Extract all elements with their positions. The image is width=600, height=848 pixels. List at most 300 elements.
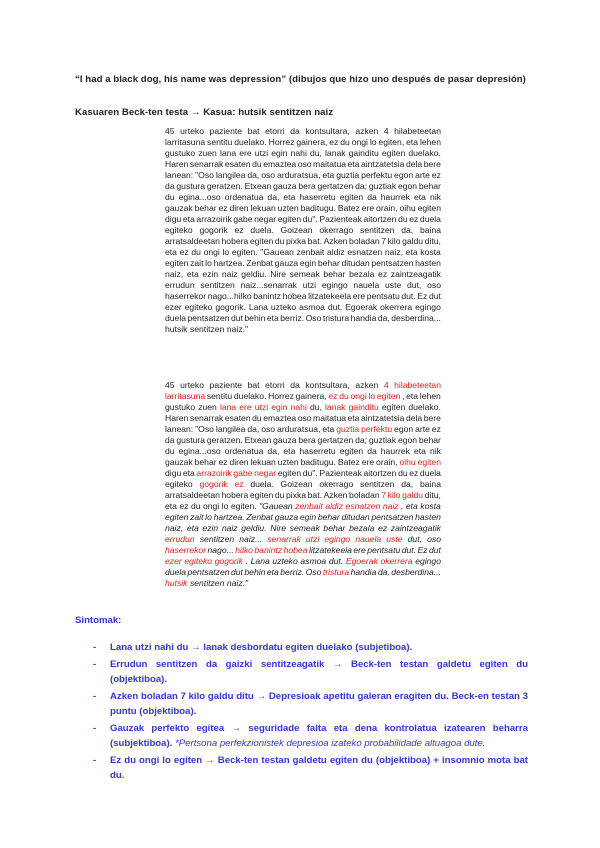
word: semeak [289,523,320,533]
highlighted-word: egingo [324,534,351,544]
symptom-item [93,657,528,687]
text-line [165,192,441,203]
word: egingo [415,302,441,312]
word: ez [378,523,388,533]
word: tristura [322,313,350,323]
text-line [165,567,441,578]
word: du [191,247,201,257]
word: pentsatzen [371,512,414,522]
text-line [165,247,441,258]
word: du". [302,468,318,478]
word: lekuan [250,203,276,213]
word: geldiu. [241,523,267,533]
text-line [165,501,441,512]
word: zait [190,258,204,268]
word: ez [431,170,441,180]
text-line [165,302,441,313]
list-dash: - [93,659,97,670]
word: behin [244,313,266,323]
text-line [165,424,441,435]
text-line [165,446,441,457]
word: duelako. [233,391,267,401]
text-line [165,148,441,159]
word: pentsatzen [187,567,230,577]
symptom-item [93,721,528,751]
highlighted-word: egiten [376,391,401,401]
word: kosta [420,501,441,511]
word: uzteko [272,556,298,566]
symptom-note: *Pertsona perfekzionistek depresioa izateko probabilidade altuagoa dute. [175,738,486,749]
word: dut [230,567,243,577]
highlighted-word: galdu [402,490,424,500]
word: Egoerak [345,302,378,312]
word: egiten [417,203,441,213]
word: urteko [180,126,204,136]
word: aitortzen [363,214,397,224]
word: haserretu [299,446,336,456]
word: egingo [321,280,348,290]
highlighted-word: hilko [235,545,253,555]
word: "Oso [195,424,214,434]
highlighted-word: uste [386,534,403,544]
word: digu [165,214,182,224]
word: du [190,501,201,511]
highlighted-word: ongi [350,391,367,401]
word: ditudan [341,512,370,522]
highlighted-word: larritasuna [165,391,206,401]
highlighted-word: egin [271,402,288,412]
word: da [290,126,300,136]
word: du [274,490,285,500]
highlighted-word: zenbait [295,501,323,511]
word: sentitu [206,391,233,401]
word: , [402,391,405,401]
word: okerrera [380,302,413,312]
highlighted-word: naiz [382,501,399,511]
word: haserrekor [165,291,207,301]
text-line [165,159,441,170]
word: egin [271,148,288,158]
word: desberdina... [391,567,441,577]
word: Nire [270,523,287,533]
word: kilo [387,236,401,246]
word: berriz. [280,567,305,577]
word: 45 [165,126,175,136]
word: guztiak [368,435,397,445]
symptom-text: Gauzak perfekto egitea → seguridade falta eta dena kontrolatua izatearen beharra (subjektiboa). *Pertsona perfekzionistek depresioa izateko probabilidade altuagoa dute. [110,723,528,749]
word: ditu, [424,236,441,246]
word: gustuko [165,148,196,158]
word: pentsatzen [371,258,414,268]
word: gauza [274,258,299,268]
word: arte [415,424,430,434]
text-line [165,126,441,137]
word: baditugu. [300,203,336,213]
case-text-highlighted [165,380,441,589]
word: okerrago [319,479,354,489]
word: sentitzen [189,324,225,334]
word: behar [418,435,441,445]
word: da [290,380,300,390]
word: zenbait [296,247,325,257]
word: gauza [274,512,299,522]
word: bere [423,413,441,423]
word: egiteko [165,225,193,235]
word: zait [190,512,204,522]
text-line [165,578,441,589]
word: eta [266,313,279,323]
word: arratsaldeetan [165,490,220,500]
symptom-text: Errudun sentitzen da gaizki sentitzeagatik → Beck-ten testan galdetu egiten du (objektiboa). [110,659,528,685]
word: eta [182,214,195,224]
word: asmoa [300,556,327,566]
word: egon [397,435,418,445]
word: da [165,181,175,191]
word: dut. [327,302,343,312]
word: arduratsua, [276,170,321,180]
word: egiten [381,148,406,158]
word: 4 [383,126,389,136]
word: du, [309,402,322,412]
highlighted-word: 7 [381,490,386,500]
word: litzatekeela [308,545,352,555]
word: naiz... [239,534,263,544]
word: egiten [165,512,189,522]
word: lekuan [250,457,276,467]
word: kontsultara, [305,380,350,390]
word: egina...oso [178,192,221,202]
word: naiz." [226,324,249,334]
word: uzteko [270,302,297,312]
word: gainera, [295,391,327,401]
word: boladan [349,490,380,500]
word: Pazienteak [319,468,362,478]
word: orain, [376,203,398,213]
word: bat. [307,490,322,500]
word: da, [377,313,390,323]
word: baditugu. [300,457,336,467]
word: gauza [273,435,297,445]
word: behin [244,567,266,577]
word: ere [352,291,366,301]
text-line [165,214,441,225]
word: lana [219,148,237,158]
word: hartzea. [213,258,245,268]
word: lanak [325,148,346,158]
word: hutsik [165,324,188,334]
word: bat [247,380,260,390]
word: nago... [207,545,234,555]
word: oihu [399,203,416,213]
word: ongi [203,247,220,257]
word: sentitzen [360,225,395,235]
word: aintzatetsia [360,159,405,169]
word: duela [419,214,441,224]
word: egon [397,181,418,191]
word: egiten. [231,247,258,257]
word: eta [347,413,360,423]
highlighted-word: arrazoirik [196,468,232,478]
word: duelako. [408,402,441,412]
word: paziente [209,380,243,390]
text-line [165,137,441,148]
word: da; [355,181,368,191]
word: pixka [286,490,307,500]
text-line [165,490,441,501]
text-line [165,170,441,181]
highlighted-word: perfektu [361,424,393,434]
word: dut [230,313,243,323]
word: gainditu [348,148,379,158]
word: Oso [305,313,322,323]
word: duelako. [408,148,441,158]
word: da [165,435,175,445]
word: bezala [349,269,375,279]
word: larritasuna [165,137,206,147]
word: da, [267,446,280,456]
word: lanean: [165,170,194,180]
highlighted-word: ezer [165,556,182,566]
word: egiten [381,402,406,412]
word: dut, [407,280,422,290]
word: Batez [337,457,360,467]
word: eta [406,137,419,147]
word: sentitzen [199,534,235,544]
symptom-text: Lana utzi nahi du → lanak desbordatu egiten duelako (subjetiboa). [110,642,413,653]
list-dash: - [93,642,97,653]
word: ditudan [341,258,370,268]
word: ezer [165,302,182,312]
word: berriz. [280,313,305,323]
highlighted-word: negar [254,468,277,478]
highlighted-word: tristura [322,567,350,577]
word: eta [283,192,296,202]
word: asmoa [299,302,325,312]
word: boladan [349,236,380,246]
word: bere [423,159,441,169]
word: Zenbat [246,512,274,522]
text-line [165,545,441,556]
case-text-plain [165,126,441,335]
word: bat [247,126,260,136]
word: guztiak [368,181,397,191]
word: 7 [381,236,386,246]
word: eta [165,501,177,511]
word: du [340,137,350,147]
word: nago...hilko [207,291,252,301]
text-line [165,413,441,424]
highlighted-word: gogorik [199,479,228,489]
word: oso [261,170,276,180]
word: maitatua [313,413,347,423]
word: eta [266,567,279,577]
word: aitortzen [363,468,397,478]
list-dash: - [93,755,97,766]
word: du [252,159,262,169]
word: errudun [165,280,195,290]
word: gertatzen [317,435,354,445]
symptom-item [93,640,528,655]
highlighted-word: 4 [383,380,389,390]
highlighted-word: okerrera [380,556,413,566]
word: bat. [307,236,322,246]
word: du [165,446,175,456]
word: du [252,413,262,423]
word: bera [298,435,316,445]
word: maitatua [313,159,347,169]
word: Oso [305,567,322,577]
word: duelako. [234,137,267,147]
word: gauza [273,181,297,191]
word: eta [347,159,360,169]
word: ez [179,501,189,511]
word: ditu, [424,490,441,500]
word: oso [297,159,312,169]
word: egiten [339,446,364,456]
highlighted-word: haserrekor [165,545,207,555]
word: hasten [415,512,441,522]
highlighted-word: lana [219,402,237,412]
word: eta [322,170,335,180]
text-line [165,468,441,479]
word: dela [405,413,423,423]
highlighted-word: hutsik [165,578,188,588]
word: guztia [336,170,360,180]
word: egina...oso [178,446,221,456]
word: eta [186,523,199,533]
word: oso [427,534,441,544]
text-line [165,313,441,324]
word: egiteko [165,479,193,489]
word: arrazoirik [196,214,232,224]
word: dela [405,159,423,169]
text-line [165,258,441,269]
text-line [165,391,441,402]
word: nik [429,446,441,456]
word: aintzatetsia [360,413,405,423]
word: du [274,236,285,246]
word: eta [405,247,418,257]
word: haurrek [380,192,410,202]
word: egiten. [230,501,257,511]
word: duela [419,468,441,478]
word: lehen [419,137,441,147]
text-line [165,236,441,247]
word: uste [385,280,402,290]
word: gauzak [165,203,193,213]
word: zuen [198,402,217,412]
word: pentsatzen [187,313,230,323]
word: Ez [417,545,428,555]
word: desberdina... [391,313,441,323]
word: du [398,468,408,478]
text-line [165,280,441,291]
word: naiz, [384,247,404,257]
word: baina [419,225,441,235]
word: semeak [289,269,320,279]
word: eta [322,424,335,434]
word: da, [267,192,280,202]
word: bezala [349,523,375,533]
word: dut [428,545,441,555]
word: hilabeteetan [394,126,441,136]
highlighted-word: gainditu [348,402,379,412]
highlighted-word: utzi [254,402,269,412]
word: senarrak [189,413,224,423]
word: hobera [221,236,249,246]
word: hobera [221,490,249,500]
word: behar [418,181,441,191]
word: ez [179,247,189,257]
word: Zenbat [246,258,274,268]
word: zaintzeagatik [390,269,441,279]
highlighted-word: hobea [283,545,308,555]
word: egiten [165,258,189,268]
highlighted-word: nahi [290,402,307,412]
word: egiteko [184,302,213,312]
word: langilea [215,170,246,180]
word: ere [239,148,252,158]
word: da; [355,435,368,445]
word: du [398,214,408,224]
word: uzten [277,457,299,467]
text-line [165,457,441,468]
highlighted-word: utzi [305,534,320,544]
word: Lana [248,302,268,312]
word: lehen [419,391,441,401]
word: arduratsua, [276,424,321,434]
word: lanean: [165,424,194,434]
word: ez [329,137,339,147]
word: naiz, [165,523,184,533]
word: egin [299,512,317,522]
word: oso [261,424,276,434]
text-line [165,291,441,302]
word: esnatzen [347,247,383,257]
highlighted-word: lo [368,391,376,401]
word: lo [369,137,377,147]
word: eta [413,446,426,456]
word: eta [413,192,426,202]
word: Lana [250,556,270,566]
word: lo [222,247,230,257]
highlighted-word: du [339,391,349,401]
word: eta [406,391,419,401]
word: Horrez [268,391,294,401]
word: dut. [401,545,417,555]
word: Haren [165,413,189,423]
word: ere [361,203,375,213]
highlighted-word: kilo [387,490,401,500]
word: lo [221,501,229,511]
word: naiz." [226,578,249,588]
word: ere [361,457,375,467]
text-line [165,324,441,335]
word: gustuko [165,402,196,412]
word: duela [165,567,187,577]
word: ongi [351,137,368,147]
word: behar [194,203,217,213]
word: gertatzen [317,181,354,191]
word: digu [165,468,182,478]
word: da, [401,479,414,489]
word: gabe [233,214,253,224]
word: hobea [282,291,307,301]
word: sentitzen [189,578,225,588]
symptoms-heading: Sintomak: [75,615,122,626]
symptom-text: Azken boladan 7 kilo galdu ditu → Depresioak apetitu galeran eragiten du. Beck-en testan 3 puntu (objektiboa). [110,691,528,717]
word: negar [254,214,277,224]
